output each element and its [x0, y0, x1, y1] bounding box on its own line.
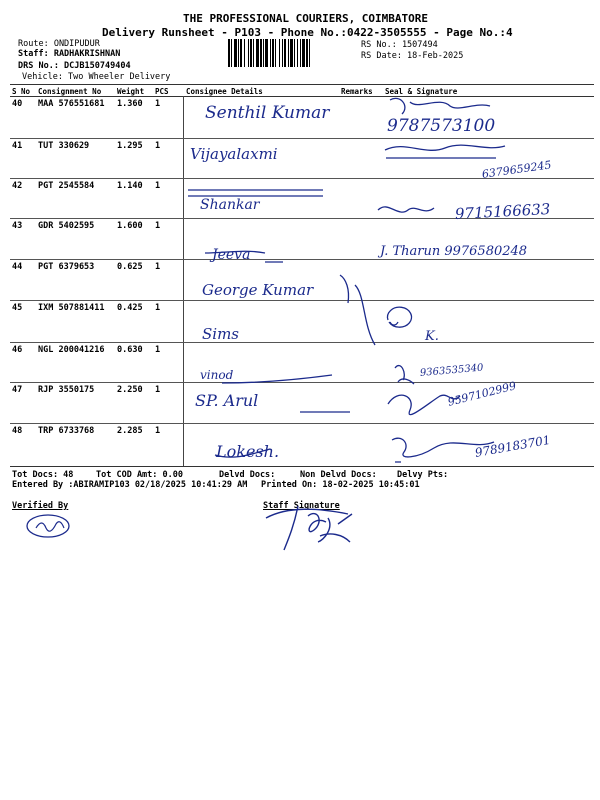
row-pcs: 1 — [155, 99, 161, 109]
rs-date: RS Date: 18-Feb-2025 — [361, 51, 464, 61]
col-header-sno: S No — [12, 87, 31, 96]
signature-handwritten: 9787573100 — [387, 116, 496, 136]
row-pcs: 1 — [155, 385, 161, 395]
verified-by-label: Verified By — [12, 501, 69, 511]
row-weight: 0.625 — [117, 262, 143, 272]
row-consignment-no: IXM 507881411 — [38, 303, 105, 313]
consignee-handwritten-name: SP. Arul — [195, 391, 259, 410]
drs-number: DRS No.: DCJB150749404 — [18, 61, 131, 71]
total-cod-amount: Tot COD Amt: 0.00 — [96, 470, 183, 480]
col-header-weight: Weight — [117, 87, 145, 96]
row-weight: 1.140 — [117, 181, 143, 191]
row-sno: 40 — [12, 99, 23, 109]
signature-handwritten: K. — [425, 329, 439, 344]
row-consignment-no: MAA 576551681 — [38, 99, 105, 109]
signature-handwritten: 9789183701 — [473, 432, 552, 460]
verified-signature-stamp — [24, 512, 74, 542]
consignee-handwritten-name: vinod — [200, 368, 234, 382]
row-weight: 2.285 — [117, 426, 143, 436]
consignee-handwritten-name: Lokesh. — [216, 442, 280, 461]
signature-handwritten: 9363535340 — [419, 362, 484, 379]
row-weight: 2.250 — [117, 385, 143, 395]
row-pcs: 1 — [155, 426, 161, 436]
row-pcs: 1 — [155, 221, 161, 231]
row-weight: 1.600 — [117, 221, 143, 231]
signature-handwritten: 9715166633 — [454, 200, 551, 223]
delivery-points: Delvy Pts: — [397, 470, 449, 480]
row-weight: 1.360 — [117, 99, 143, 109]
col-header-consignee: Consignee Details — [186, 87, 263, 96]
col-header-remarks: Remarks — [341, 87, 373, 96]
row-weight: 0.425 — [117, 303, 143, 313]
staff-signature-label: Staff Signature — [263, 501, 340, 511]
col-header-consignment: Consignment No — [38, 87, 102, 96]
row-consignment-no: GDR 5402595 — [38, 221, 95, 231]
row-sno: 42 — [12, 181, 23, 191]
row-pcs: 1 — [155, 262, 161, 272]
runsheet-subtitle: Delivery Runsheet - P103 - Phone No.:0422-3505555 - Page No.:4 — [102, 26, 513, 39]
consignee-handwritten-name: Senthil Kumar — [205, 103, 330, 123]
consignee-handwritten-name: Sims — [202, 325, 239, 343]
row-sno: 43 — [12, 221, 23, 231]
entered-by: Entered By :ABIRAMIP103 02/18/2025 10:41:29 AM — [12, 480, 248, 490]
consignee-handwritten-name: Vijayalaxmi — [190, 145, 278, 163]
signature-handwritten: 9597102999 — [446, 379, 518, 409]
signature-handwritten: J. Tharun 9976580248 — [380, 244, 528, 259]
row-sno: 44 — [12, 262, 23, 272]
row-pcs: 1 — [155, 345, 161, 355]
consignee-handwritten-name: Shankar — [200, 197, 260, 213]
row-sno: 48 — [12, 426, 23, 436]
row-sno: 41 — [12, 141, 23, 151]
row-pcs: 1 — [155, 181, 161, 191]
row-pcs: 1 — [155, 303, 161, 313]
total-docs: Tot Docs: 48 — [12, 470, 74, 480]
col-header-pcs: PCS — [155, 87, 169, 96]
row-sno: 47 — [12, 385, 23, 395]
row-pcs: 1 — [155, 141, 161, 151]
row-weight: 1.295 — [117, 141, 143, 151]
row-sno: 46 — [12, 345, 23, 355]
delivered-docs: Delvd Docs: — [219, 470, 276, 480]
company-title: THE PROFESSIONAL COURIERS, COIMBATORE — [183, 12, 429, 25]
non-delivered-docs: Non Delvd Docs: — [300, 470, 377, 480]
vehicle-label: Vehicle: Two Wheeler Delivery — [22, 72, 171, 82]
route-label: Route: ONDIPUDUR — [18, 39, 100, 49]
row-sno: 45 — [12, 303, 23, 313]
rs-number: RS No.: 1507494 — [361, 40, 438, 50]
row-consignment-no: PGT 2545584 — [38, 181, 95, 191]
row-consignment-no: PGT 6379653 — [38, 262, 95, 272]
printed-on: Printed On: 18-02-2025 10:45:01 — [261, 480, 420, 490]
staff-signature-scribble — [258, 496, 368, 556]
consignee-handwritten-name: George Kumar — [202, 281, 314, 299]
staff-label: Staff: RADHAKRISHNAN — [18, 49, 121, 59]
row-consignment-no: TUT 330629 — [38, 141, 90, 151]
row-consignment-no: NGL 200041216 — [38, 345, 105, 355]
row-weight: 0.630 — [117, 345, 143, 355]
row-consignment-no: TRP 6733768 — [38, 426, 95, 436]
col-header-seal-signature: Seal & Signature — [385, 87, 458, 96]
signature-handwritten: 6379659245 — [481, 158, 553, 181]
row-consignment-no: RJP 3550175 — [38, 385, 95, 395]
consignee-handwritten-name: Jeeva — [212, 247, 251, 263]
